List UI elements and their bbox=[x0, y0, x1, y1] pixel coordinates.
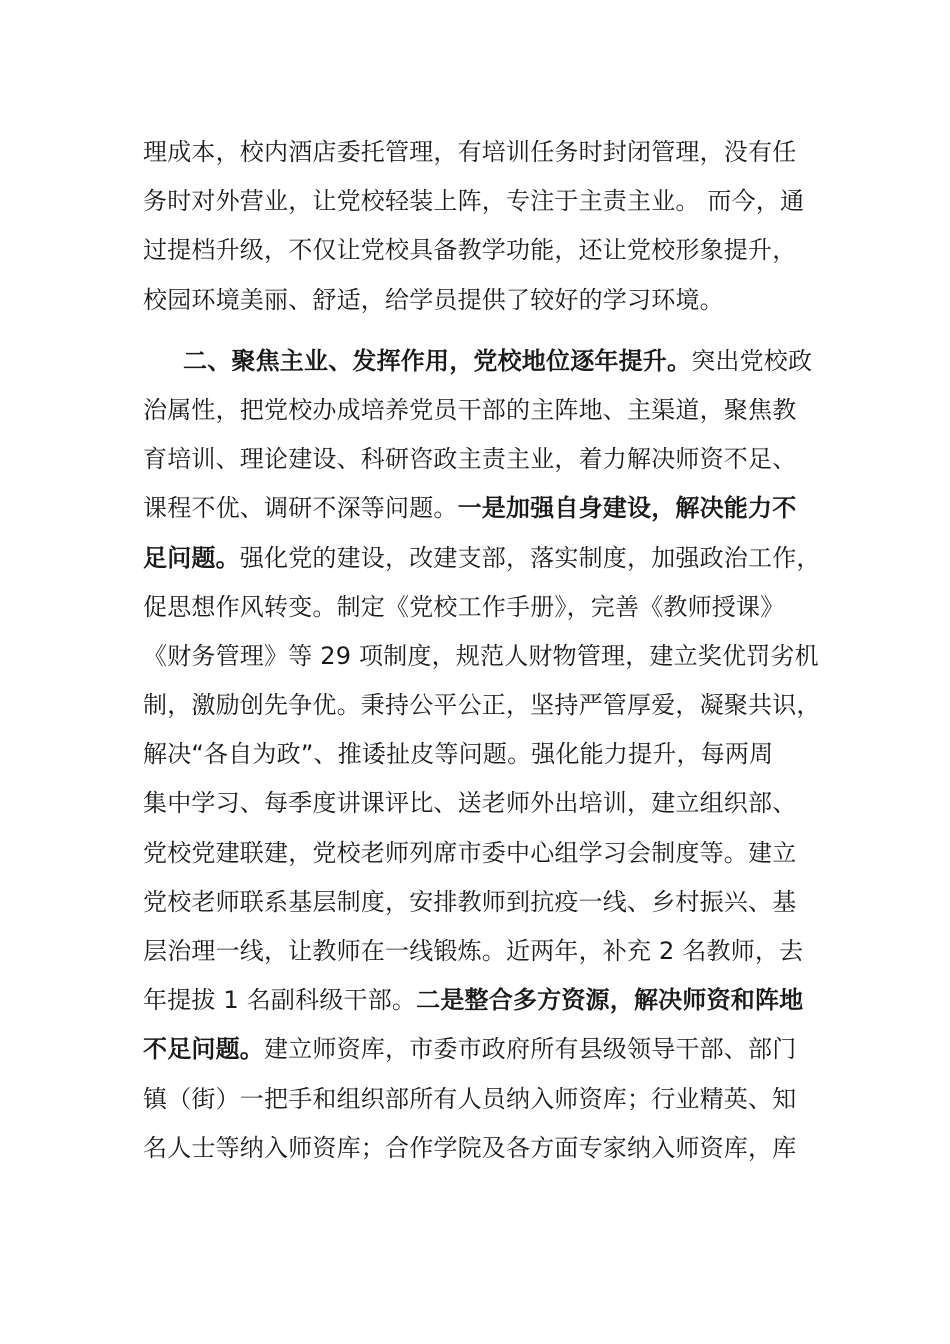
text-line bbox=[143, 632, 823, 681]
text-line bbox=[143, 1075, 823, 1124]
text-run: 育培训、理论建设、科研咨政主责主业，着力解决师资不足、 bbox=[143, 445, 797, 474]
text-line bbox=[143, 1124, 823, 1173]
text-line bbox=[143, 583, 823, 632]
text-run: 突出党校政 bbox=[691, 346, 813, 375]
text-run: 解决“各自为政”、推诿扯皮等问题。强化能力提升，每两周 bbox=[143, 740, 774, 769]
text-run: 强化党的建设，改建支部，落实制度，加强政治工作， bbox=[239, 543, 821, 572]
text-run: 建立师资库，市委市政府所有县级领导干部、部门 bbox=[264, 1035, 797, 1064]
text-run: 课程不优、调研不深等问题。 bbox=[143, 494, 458, 523]
text-run: 过提档升级，不仅让党校具备教学功能，还让党校形象提升， bbox=[143, 236, 797, 265]
text-run: 镇（街）一把手和组织部所有人员纳入师资库；行业精英、知 bbox=[143, 1084, 797, 1113]
text-line bbox=[143, 386, 823, 435]
text-line bbox=[143, 435, 823, 484]
bold-text-run: 二是整合多方资源，解决师资和阵地 bbox=[416, 986, 804, 1015]
text-line bbox=[143, 681, 823, 730]
text-line bbox=[143, 1025, 823, 1074]
bold-text-run: 足问题。 bbox=[143, 543, 240, 572]
text-line bbox=[143, 177, 823, 226]
text-line bbox=[143, 927, 823, 976]
text-run: 务时对外营业，让党校轻装上阵，专注于主责主业。 而今，通 bbox=[143, 187, 805, 216]
bold-text-run: 不足问题。 bbox=[143, 1035, 264, 1064]
text-line bbox=[143, 534, 823, 583]
text-run: 理成本，校内酒店委托管理，有培训任务时封闭管理，没有任 bbox=[143, 138, 797, 166]
text-run: 校园环境美丽、舒适，给学员提供了较好的学习环境。 bbox=[143, 285, 724, 314]
text-run: 《财务管理》等 29 项制度，规范人财物管理，建立奖优罚劣机 bbox=[143, 641, 819, 670]
text-line bbox=[143, 128, 823, 177]
bold-text-run: 一是加强自身建设，解决能力不 bbox=[457, 494, 797, 523]
text-run: 制，激励创先争优。秉持公平公正，坚持严管厚爱，凝聚共识， bbox=[143, 691, 821, 720]
text-line bbox=[143, 337, 823, 386]
text-line bbox=[143, 976, 823, 1025]
text-line bbox=[143, 779, 823, 828]
text-run: 治属性，把党校办成培养党员干部的主阵地、主渠道，聚焦教 bbox=[143, 395, 797, 424]
text-run: 层治理一线，让教师在一线锻炼。近两年，补充 2 名教师，去 bbox=[143, 937, 804, 965]
text-line bbox=[143, 730, 823, 779]
text-line bbox=[143, 829, 823, 878]
paragraph-gap bbox=[143, 325, 823, 337]
text-line bbox=[143, 276, 823, 325]
text-run: 促思想作风转变。制定《党校工作手册》，完善《教师授课》 bbox=[143, 592, 785, 621]
text-run: 集中学习、每季度讲课评比、送老师外出培训，建立组织部、 bbox=[143, 789, 797, 818]
text-line bbox=[143, 226, 823, 275]
document-body bbox=[143, 128, 823, 1173]
text-run: 年提拔 1 名副科级干部。 bbox=[143, 986, 417, 1015]
text-run: 名人士等纳入师资库；合作学院及各方面专家纳入师资库，库 bbox=[143, 1133, 797, 1162]
text-run: 党校老师联系基层制度，安排教师到抗疫一线、乡村振兴、基 bbox=[143, 887, 797, 916]
text-run: 党校党建联建，党校老师列席市委中心组学习会制度等。建立 bbox=[143, 838, 797, 867]
bold-text-run: 二、聚焦主业、发挥作用，党校地位逐年提升。 bbox=[183, 346, 692, 375]
text-line bbox=[143, 878, 823, 927]
text-line bbox=[143, 484, 823, 533]
